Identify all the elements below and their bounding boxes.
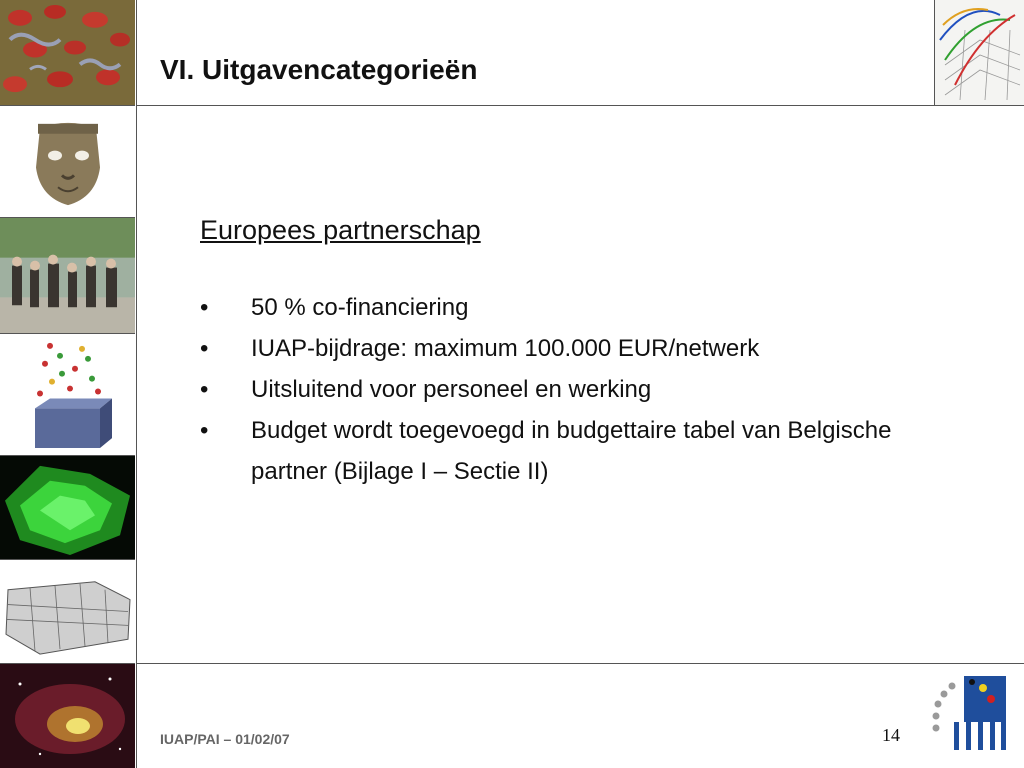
bullet-item xyxy=(200,410,920,492)
bullet-symbol: • xyxy=(200,335,209,362)
footer-text: IUAP/PAI – 01/02/07 xyxy=(160,731,290,747)
molecule-grid-image xyxy=(0,334,135,456)
ancient-mask-image xyxy=(0,106,135,218)
left-image-strip xyxy=(0,0,137,768)
bullet-item xyxy=(200,287,920,328)
bullet-item xyxy=(200,369,920,410)
bullet-text: 50 % co-financiering xyxy=(251,294,469,321)
bullet-symbol: • xyxy=(200,294,209,321)
bullet-symbol: • xyxy=(200,376,209,403)
footer-rule xyxy=(136,663,1024,664)
bullet-text: IUAP-bijdrage: maximum 100.000 EUR/netwerk xyxy=(251,335,760,362)
page-number: 14 xyxy=(882,725,900,745)
colored-curves-diagram-image xyxy=(934,0,1024,106)
slide-title: VI. Uitgavencategorieën xyxy=(160,54,478,85)
green-terrain-image xyxy=(0,456,135,560)
bullet-text: Budget wordt toegevoegd in budgettaire tabel van Belgische partner (Bijlage I – Sectie II) xyxy=(251,417,892,485)
blood-cells-image xyxy=(0,0,135,106)
bullet-symbol: • xyxy=(200,417,209,444)
iuap-logo xyxy=(928,672,1010,754)
header-rule xyxy=(136,105,1024,106)
crowd-street-image xyxy=(0,218,135,334)
bullet-list xyxy=(200,287,920,492)
bullet-item xyxy=(200,328,920,369)
grid-block-image xyxy=(0,560,135,664)
nebula-image xyxy=(0,664,135,768)
section-subheading: Europees partnerschap xyxy=(200,215,481,245)
bullet-text: Uitsluitend voor personeel en werking xyxy=(251,376,652,403)
